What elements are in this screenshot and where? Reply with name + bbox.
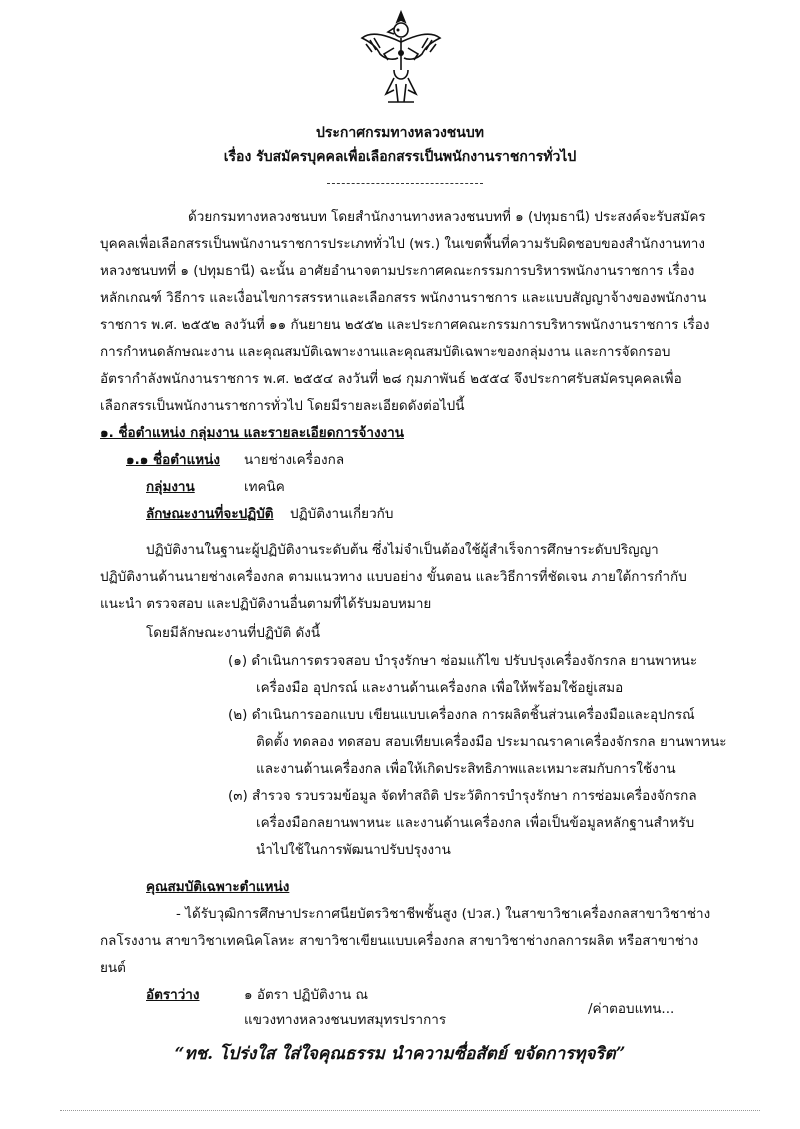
divider	[327, 183, 483, 184]
duty-intro: โดยมีลักษณะงานที่ปฏิบัติ ดังนี้	[146, 625, 321, 641]
qualification-label: คุณสมบัติเฉพาะตำแหน่ง	[146, 879, 290, 895]
position-value: นายช่างเครื่องกล	[244, 452, 345, 468]
group-label: กลุ่มงาน	[146, 479, 195, 495]
continuation-marker: /ค่าตอบแทน...	[588, 1001, 675, 1017]
position-label	[126, 451, 220, 469]
garuda-emblem	[358, 8, 444, 106]
intro-line: ด้วยกรมทางหลวงชนบท โดยสำนักงานทางหลวงชนบทที่ ๑ (ปทุมธานี) ประสงค์จะรับสมัคร	[188, 209, 706, 225]
scan-artifact-line	[60, 1110, 760, 1111]
duty-item-line: (๑) ดำเนินการตรวจสอบ บำรุงรักษา ซ่อมแก้ไข ปรับปรุงเครื่องจักรกล ยานพาหนะ	[228, 653, 698, 669]
duty-item-line: ติดตั้ง ทดลอง ทดสอบ สอบเทียบเครื่องมือ ประมาณราคาเครื่องจักรกล ยานพาหนะ	[256, 734, 727, 750]
section-heading: ๑. ชื่อตำแหน่ง กลุ่มงาน และรายละเอียดการจ้างงาน	[100, 425, 404, 441]
vacancy-label: อัตราว่าง	[146, 987, 200, 1003]
duty-item-line: เครื่องมือกลยานพาหนะ และงานด้านเครื่องกล เพื่อเป็นข้อมูลหลักฐานสำหรับ	[256, 815, 695, 831]
vacancy-location: แขวงทางหลวงชนบทสมุทรปราการ	[244, 1012, 447, 1028]
qualification-line: - ได้รับวุฒิการศึกษาประกาศนียบัตรวิชาชีพชั้นสูง (ปวส.) ในสาขาวิชาเครื่องกลสาขาวิชาช่าง	[176, 906, 711, 922]
motto: “ทช. โปร่งใส ใส่ใจคุณธรรม นำความซื่อสัตย์ ขจัดการทุจริต”	[174, 1044, 626, 1064]
announcement-subject: เรื่อง รับสมัครบุคคลเพื่อเลือกสรรเป็นพนักงานราชการทั่วไป	[223, 149, 577, 165]
qualification-line: กลโรงงาน สาขาวิชาเทคนิคโลหะ สาขาวิชาเขียนแบบเครื่องกล สาขาวิชาช่างกลการผลิต หรือสาขาช่าง	[100, 933, 699, 949]
duty-text-line: แนะนำ ตรวจสอบ และปฏิบัติงานอื่นตามที่ได้รับมอบหมาย	[100, 596, 432, 612]
position-label-text: ๑.๑ ชื่อตำแหน่ง	[126, 452, 221, 468]
qualification-line: ยนต์	[100, 960, 126, 976]
duty-item-line: (๒) ดำเนินการออกแบบ เขียนแบบเครื่องกล การผลิตชิ้นส่วนเครื่องมือและอุปกรณ์	[228, 707, 695, 723]
duty-item-line: เครื่องมือ อุปกรณ์ และงานด้านเครื่องกล เพื่อให้พร้อมใช้อยู่เสมอ	[256, 680, 624, 696]
intro-line: การกำหนดลักษณะงาน และคุณสมบัติเฉพาะงานและคุณสมบัติเฉพาะของกลุ่มงาน และการจัดกรอบ	[100, 344, 671, 360]
duty-item-line: และงานด้านเครื่องกล เพื่อให้เกิดประสิทธิภาพและเหมาะสมกับการใช้งาน	[256, 761, 676, 777]
intro-line: บุคคลเพื่อเลือกสรรเป็นพนักงานราชการประเภททั่วไป (พร.) ในเขตพื้นที่ความรับผิดชอบของสำนักงานทาง	[100, 236, 705, 252]
vacancy-value: ๑ อัตรา ปฏิบัติงาน ณ	[244, 987, 369, 1003]
intro-line: หลวงชนบทที่ ๑ (ปทุมธานี) ฉะนั้น อาศัยอำนาจตามประกาศคณะกรรมการบริหารพนักงานราชการ เรื่อง	[100, 263, 695, 279]
group-value: เทคนิค	[244, 479, 285, 495]
intro-line: อัตรากำลังพนักงานราชการ พ.ศ. ๒๕๕๔ ลงวันที่ ๒๘ กุมภาพันธ์ ๒๕๕๔ จึงประกาศรับสมัครบุคคลเพื่อ	[100, 371, 682, 387]
intro-line: ราชการ พ.ศ. ๒๕๕๒ ลงวันที่ ๑๑ กันยายน ๒๕๕๒ และประกาศคณะกรรมการบริหารพนักงานราชการ เรื่อง	[100, 317, 710, 333]
announcement-title: ประกาศกรมทางหลวงชนบท	[316, 125, 484, 141]
duty-text-line: ปฏิบัติงานด้านนายช่างเครื่องกล ตามแนวทาง แบบอย่าง ขั้นตอน และวิธีการที่ชัดเจน ภายใต้การกำกับ	[100, 569, 687, 585]
duty-item-line: (๓) สำรวจ รวบรวมข้อมูล จัดทำสถิติ ประวัติการบำรุงรักษา การซ่อมเครื่องจักรกล	[228, 788, 697, 804]
intro-line: เลือกสรรเป็นพนักงานราชการทั่วไป โดยมีรายละเอียดดังต่อไปนี้	[100, 398, 465, 414]
intro-line: หลักเกณฑ์ วิธีการ และเงื่อนไขการสรรหาและเลือกสรร พนักงานราชการ และแบบสัญญาจ้างของพนักงาน	[100, 290, 707, 306]
duty-text-line: ปฏิบัติงานในฐานะผู้ปฏิบัติงานระดับต้น ซึ่งไม่จำเป็นต้องใช้ผู้สำเร็จการศึกษาระดับปริญญา	[146, 542, 659, 558]
duty-value: ปฏิบัติงานเกี่ยวกับ	[290, 506, 394, 522]
duty-item-line: นำไปใช้ในการพัฒนาปรับปรุงงาน	[256, 842, 451, 858]
duty-label: ลักษณะงานที่จะปฏิบัติ	[146, 506, 274, 522]
